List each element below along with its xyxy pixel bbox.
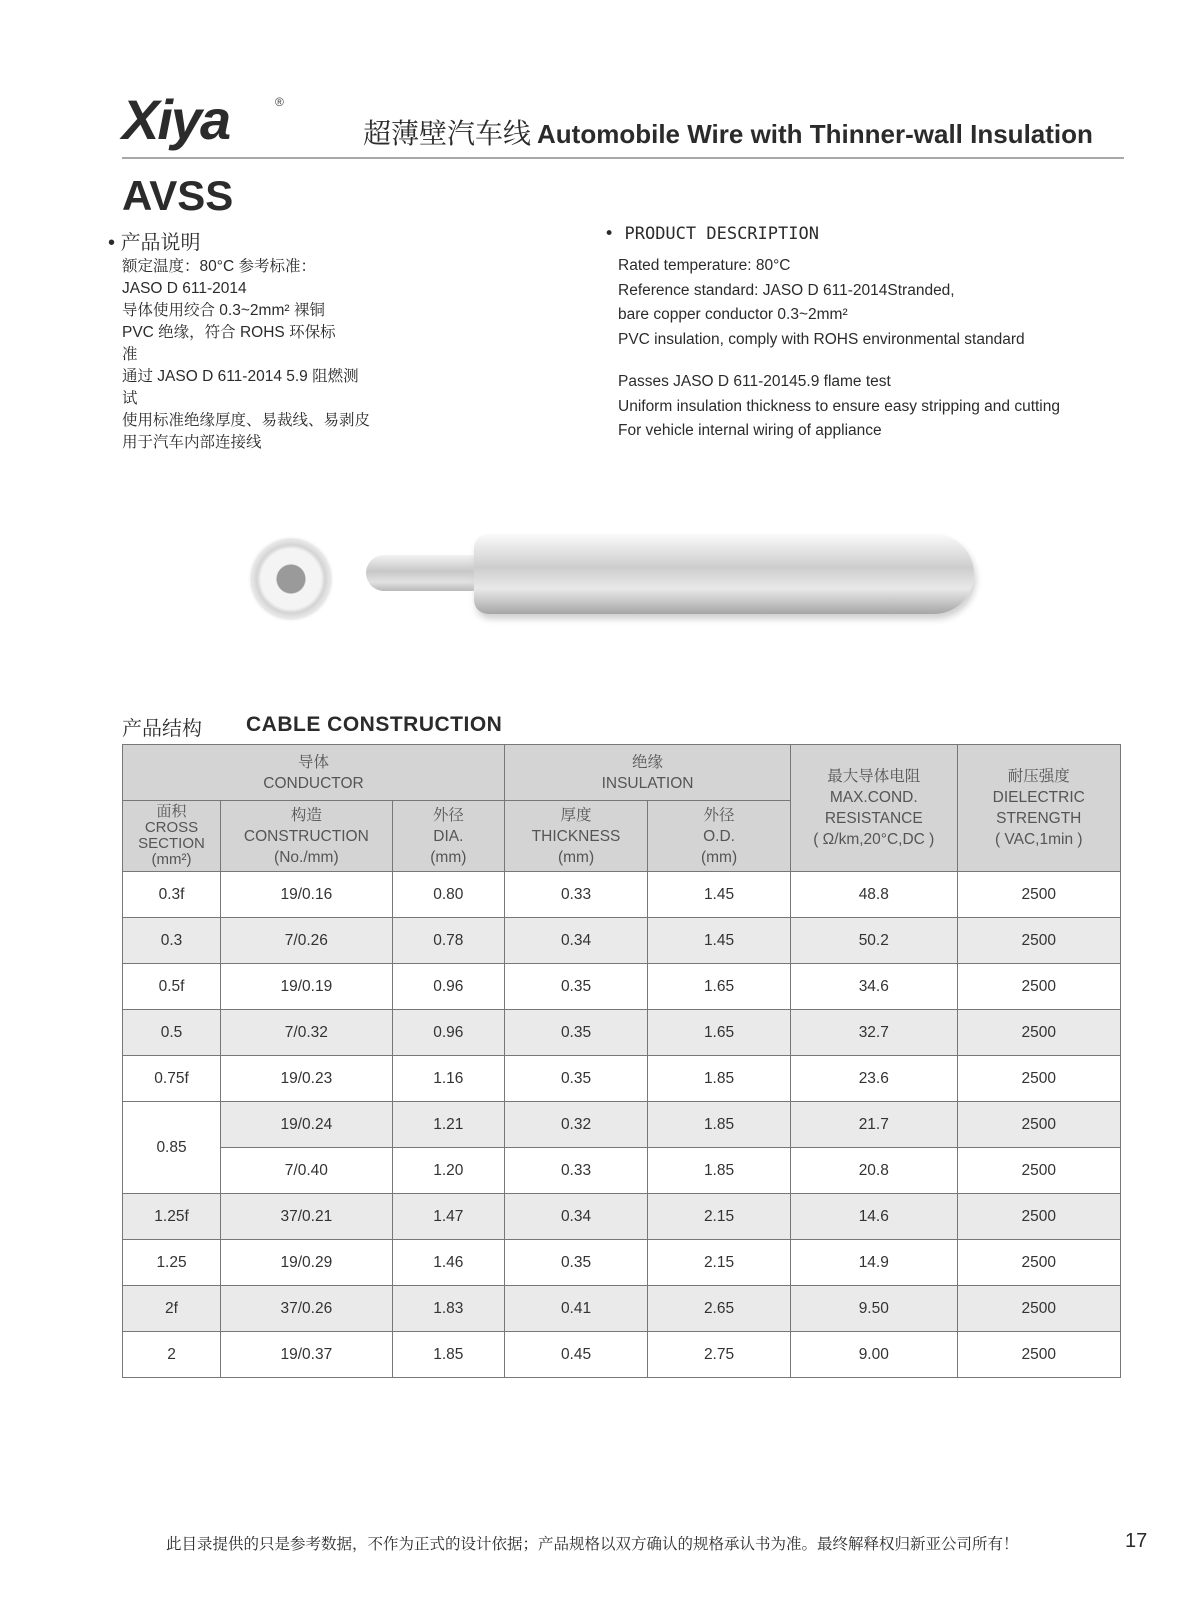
cell-resistance: 48.8 [791,872,957,918]
conductor-header-cn: 导体 [298,753,330,771]
page-title [363,112,1093,152]
cell-dia: 1.83 [392,1286,504,1332]
page-number: 17 [1125,1530,1148,1552]
header-line: 厚度 [560,806,592,824]
cable-insulation-image [474,534,974,614]
cell-dielectric: 2500 [957,1332,1120,1378]
page-title-en: Automobile Wire with Thinner-wall Insulation [537,119,1093,149]
description-line: 导体使用绞合 0.3~2mm² 裸铜 [122,302,325,319]
cell-construction: 7/0.32 [221,1010,393,1056]
cell-od: 2.15 [648,1240,791,1286]
table-row [123,1332,1121,1378]
header-line: (mm) [700,848,738,866]
cn-description-title: • 产品说明 [108,232,201,254]
cell-resistance: 9.50 [791,1286,957,1332]
cell-thickness: 0.34 [505,1194,648,1240]
cell-thickness: 0.45 [505,1332,648,1378]
header-line: DIA. [433,827,464,845]
cell-dielectric: 2500 [957,872,1120,918]
table-row [123,1148,1121,1194]
cell-section: 0.5f [123,964,221,1010]
cell-resistance: 34.6 [791,964,957,1010]
cell-section: 0.3f [123,872,221,918]
cell-construction: 7/0.40 [221,1148,393,1194]
en-description-title: • PRODUCT DESCRIPTION [604,224,819,244]
cell-dia: 1.16 [392,1056,504,1102]
header-line: CROSS [144,819,199,836]
description-line [618,352,1138,370]
cell-section: 2f [123,1286,221,1332]
cell-dielectric: 2500 [957,1056,1120,1102]
cell-construction: 19/0.19 [221,964,393,1010]
cell-section: 0.75f [123,1056,221,1102]
cable-conductor-image [366,555,490,591]
page-title-cn: 超薄壁汽车线 [363,118,532,149]
header-line: (mm) [557,848,595,866]
cell-dia: 0.80 [392,872,504,918]
table-row [123,1240,1121,1286]
cell-od: 1.65 [648,1010,791,1056]
cell-od: 2.15 [648,1194,791,1240]
footer-disclaimer: 此目录提供的只是参考数据，不作为正式的设计依据；产品规格以双方确认的规格承认书为准。最终解释权归新亚公司所有！ [166,1536,1019,1553]
cross-section-header [123,801,221,872]
brand-logo: Xiya [122,88,230,151]
cell-od: 1.65 [648,964,791,1010]
cell-dielectric: 2500 [957,1010,1120,1056]
cn-description [122,256,422,454]
cell-dielectric: 2500 [957,1286,1120,1332]
table-row [123,1056,1121,1102]
conductor-header [123,745,505,801]
table-row [123,872,1121,918]
header-line: RESISTANCE [824,810,923,827]
cell-resistance: 14.9 [791,1240,957,1286]
description-line: PVC insulation, comply with ROHS environmental standard [618,330,1025,348]
cell-od: 1.85 [648,1148,791,1194]
cell-resistance: 50.2 [791,918,957,964]
table-body [123,872,1121,1378]
cell-thickness: 0.34 [505,918,648,964]
header-line: (mm²) [151,851,192,868]
insulation-header-en: INSULATION [601,774,694,792]
cell-thickness: 0.35 [505,1240,648,1286]
description-line: PVC 绝缘，符合 ROHS 环保标 [122,324,336,341]
header-line: SECTION [138,835,205,852]
resistance-header [791,745,957,872]
cell-section: 1.25 [123,1240,221,1286]
cell-construction: 7/0.26 [221,918,393,964]
cell-thickness: 0.35 [505,1010,648,1056]
cell-thickness: 0.33 [505,872,648,918]
cell-resistance: 9.00 [791,1332,957,1378]
cell-dia: 1.46 [392,1240,504,1286]
cell-od: 1.85 [648,1102,791,1148]
header-line: THICKNESS [531,827,621,845]
cell-resistance: 20.8 [791,1148,957,1194]
header-line: (No./mm) [274,848,339,866]
header-line: (mm) [430,848,467,866]
cell-od: 2.65 [648,1286,791,1332]
cell-construction: 19/0.16 [221,872,393,918]
cell-dia: 0.96 [392,1010,504,1056]
cell-section: 0.85 [123,1102,221,1194]
header-line: O.D. [703,827,735,845]
table-row [123,964,1121,1010]
header-line: ( VAC,1min ) [994,831,1083,848]
table-row [123,1286,1121,1332]
header-line: ( Ω/km,20°C,DC ) [813,831,935,848]
en-description [618,254,1138,444]
cell-thickness: 0.33 [505,1148,648,1194]
insulation-header [505,745,791,801]
cell-dielectric: 2500 [957,1240,1120,1286]
cell-section: 0.5 [123,1010,221,1056]
header-line: 耐压强度 [1007,768,1070,785]
construction-header [221,801,393,872]
cell-dia: 1.85 [392,1332,504,1378]
model-name: AVSS [122,172,234,219]
header-line: MAX.COND. [829,789,918,806]
cell-dielectric: 2500 [957,1194,1120,1240]
cell-od: 1.85 [648,1056,791,1102]
header-divider [122,157,1124,159]
table-row [123,1102,1121,1148]
registered-mark: ® [275,95,284,109]
cell-section: 2 [123,1332,221,1378]
header-line: CONSTRUCTION [243,827,369,845]
cell-thickness: 0.41 [505,1286,648,1332]
table-row [123,1010,1121,1056]
description-line: 额定温度：80°C 参考标准： [122,258,316,275]
cell-dia: 1.47 [392,1194,504,1240]
cell-od: 1.45 [648,918,791,964]
header-line: DIELECTRIC [992,789,1085,806]
description-line: JASO D 611-2014 [122,280,247,297]
cell-dia: 1.21 [392,1102,504,1148]
cell-resistance: 32.7 [791,1010,957,1056]
cell-section: 0.3 [123,918,221,964]
thickness-header [505,801,648,872]
cell-resistance: 21.7 [791,1102,957,1148]
cell-dia: 0.78 [392,918,504,964]
header-line: 外径 [432,806,464,824]
cell-dia: 0.96 [392,964,504,1010]
description-line: Passes JASO D 611-20145.9 flame test [618,373,891,390]
cable-cross-section-image [252,540,330,618]
section-title-cn: 产品结构 [122,718,202,740]
description-line: 使用标准绝缘厚度、易裁线、易剥皮 [122,412,371,429]
en-description-title-text: PRODUCT DESCRIPTION [624,224,819,244]
cell-resistance: 23.6 [791,1056,957,1102]
header-line: 外径 [703,806,735,824]
description-line: 通过 JASO D 611-2014 5.9 阻燃测 [122,368,359,385]
header-line: 面积 [156,803,187,820]
description-line: 准 [122,346,138,363]
cell-thickness: 0.35 [505,964,648,1010]
cell-od: 2.75 [648,1332,791,1378]
insulation-header-cn: 绝缘 [632,753,664,771]
table-row [123,1194,1121,1240]
header-line: STRENGTH [996,810,1082,827]
cell-section: 1.25f [123,1194,221,1240]
section-title-en: CABLE CONSTRUCTION [246,713,503,736]
cell-construction: 19/0.29 [221,1240,393,1286]
description-line: 用于汽车内部连接线 [122,434,262,451]
description-line: For vehicle internal wiring of appliance [618,422,882,439]
cell-construction: 37/0.21 [221,1194,393,1240]
cell-resistance: 14.6 [791,1194,957,1240]
conductor-header-en: CONDUCTOR [263,774,364,792]
cell-construction: 19/0.37 [221,1332,393,1378]
cell-dielectric: 2500 [957,1148,1120,1194]
description-line: Uniform insulation thickness to ensure easy stripping and cutting [618,397,1060,415]
cn-description-title-text: 产品说明 [120,232,201,254]
dielectric-header [957,745,1120,872]
cell-construction: 19/0.23 [221,1056,393,1102]
cell-dielectric: 2500 [957,918,1120,964]
cable-construction-table [122,744,1121,1378]
description-line: Rated temperature: 80°C [618,257,791,274]
cell-dielectric: 2500 [957,1102,1120,1148]
cell-od: 1.45 [648,872,791,918]
cell-dielectric: 2500 [957,964,1120,1010]
cell-dia: 1.20 [392,1148,504,1194]
header-line: 构造 [290,806,322,824]
description-line: 试 [122,390,138,407]
od-header [648,801,791,872]
cell-construction: 19/0.24 [221,1102,393,1148]
cell-construction: 37/0.26 [221,1286,393,1332]
table-row [123,918,1121,964]
dia-header [392,801,504,872]
description-line: bare copper conductor 0.3~2mm² [618,306,848,323]
description-line: Reference standard: JASO D 611-2014Stranded, [618,281,955,299]
header-line: 最大导体电阻 [827,768,921,785]
cell-thickness: 0.35 [505,1056,648,1102]
cell-thickness: 0.32 [505,1102,648,1148]
